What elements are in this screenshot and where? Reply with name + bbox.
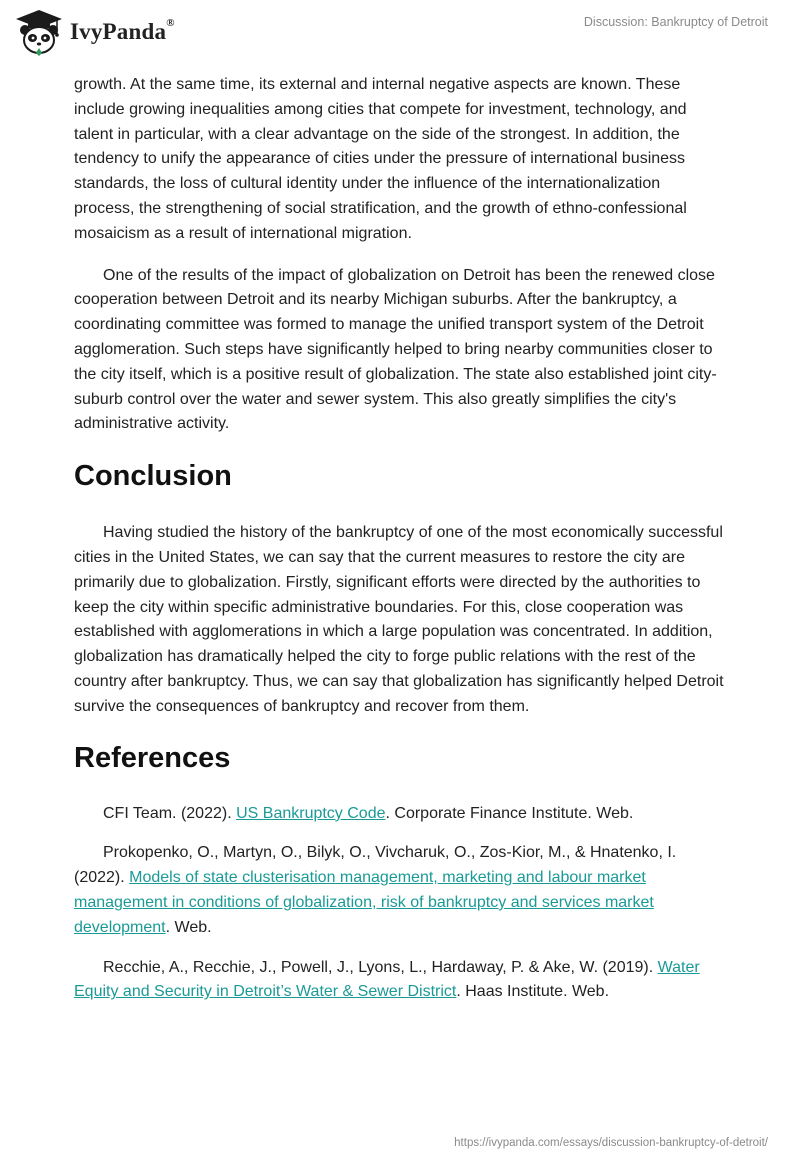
reference-item: Recchie, A., Recchie, J., Powell, J., Lyons, L., Hardaway, P. & Ake, W. (2019). Water Equity and Security in Detroit’s Water & Sewer District. Haas Institute. Web.	[74, 958, 700, 1001]
page-header	[0, 0, 800, 64]
reference-link[interactable]: Water Equity and Security in Detroit’s Water & Sewer District	[74, 958, 700, 1001]
conclusion-paragraph: Having studied the history of the bankruptcy of one of the most economically successful cities in the United States, we can say that the current measures to restore the city are primarily due to globalization. Firstly, significant efforts were directed by the authorities to keep the city within specific administrative boundaries. For this, close cooperation was established with agglomerations in which a large population was concentrated. In addition, globalization has dramatically helped the city to forge public relations with the rest of the country after bankruptcy. Thus, we can say that globalization has significantly helped Detroit survive the consequences of bankruptcy and recover from them.	[74, 524, 724, 715]
reference-item: CFI Team. (2022). US Bankruptcy Code. Corporate Finance Institute. Web.	[103, 804, 634, 822]
body-paragraph-1: growth. At the same time, its external and internal negative aspects are known. These include growing inequalities among cities that compete for investment, technology, and talent in particular, with a clear advantage on the side of the strongest. In addition, the tendency to unify the appearance of cities under the pressure of international business standards, the loss of cultural identity under the influence of the internationalization process, the strengthening of social stratification, and the growth of ethno-confessional mosaicism as a result of international migration.	[74, 76, 687, 242]
references-heading: References	[74, 741, 231, 774]
document-title: Discussion: Bankruptcy of Detroit	[583, 15, 768, 29]
ivypanda-logo[interactable]	[14, 8, 175, 56]
essay-content	[74, 73, 724, 1020]
reference-link[interactable]: US Bankruptcy Code	[236, 804, 386, 822]
source-url[interactable]: https://ivypanda.com/essays/discussion-bankruptcy-of-detroit/	[454, 1137, 768, 1149]
conclusion-heading: Conclusion	[74, 460, 232, 493]
panda-graduate-icon	[14, 8, 64, 56]
reference-link[interactable]: Models of state clusterisation management, marketing and labour market management in conditions of globalization, risk of bankruptcy and services market development	[74, 869, 654, 936]
brand-name: IvyPanda®	[70, 17, 175, 44]
body-paragraph-2: One of the results of the impact of globalization on Detroit has been the renewed close cooperation between Detroit and its nearby Michigan suburbs. After the bankruptcy, a coordinating committee was formed to manage the unified transport system of the Detroit agglomeration. Such steps have significantly helped to bring nearby communities closer to the city itself, which is a positive result of globalization. The state also established joint city-suburb control over the water and sewer system. This also greatly simplifies the city's administrative activity.	[74, 266, 717, 433]
reference-item: Prokopenko, O., Martyn, O., Bilyk, O., Vivcharuk, O., Zos-Kior, M., & Hnatenko, I. (2022). Models of state clusterisation management, marketing and labour market management in conditions of globalization, risk of bankruptcy and services market development. Web.	[74, 844, 677, 936]
